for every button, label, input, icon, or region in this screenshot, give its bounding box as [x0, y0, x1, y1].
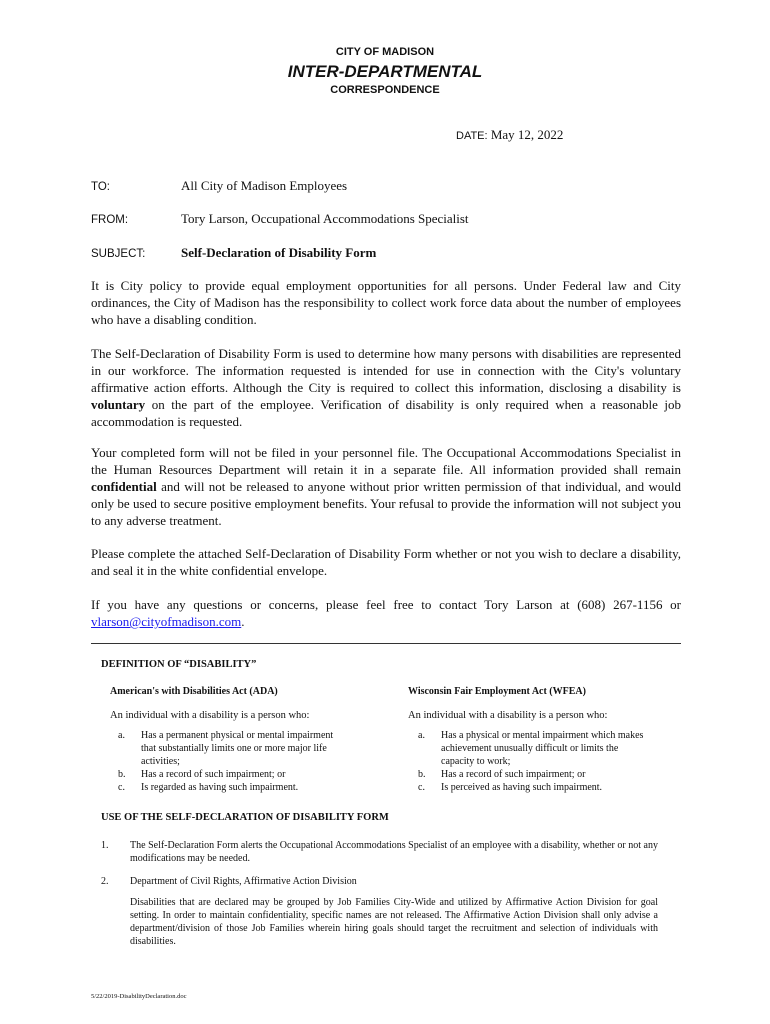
list-item-text: Is perceived as having such impairment. [441, 782, 603, 793]
list-item [118, 768, 348, 781]
date-line [456, 127, 563, 143]
paragraph-contact-text-a: If you have any questions or concerns, please feel free to contact Tory Larson at (608) 267-1156 or [91, 597, 681, 612]
paragraph-confidentiality [91, 444, 681, 529]
list-marker: a. [118, 730, 125, 741]
list-item-text: Has a physical or mental impairment which makes achievement unusually difficult or limits the capacity to work; [441, 730, 644, 767]
paragraph-confidentiality-text-a: Your completed form will not be filed in your personnel file. The Occupational Accommodations Specialist in the Human Resources Department will retain it in a separate file. All information provided shall remain [91, 445, 681, 477]
subject-row [91, 245, 376, 261]
contact-email-link[interactable]: vlarson@cityofmadison.com [91, 614, 242, 629]
subject-value: Self-Declaration of Disability Form [181, 245, 377, 260]
list-marker: a. [418, 730, 425, 741]
use-item-number: 2. [101, 876, 109, 887]
list-item [118, 781, 348, 794]
list-item [418, 781, 648, 794]
list-marker: c. [418, 782, 425, 793]
wfea-intro: An individual with a disability is a person who: [408, 710, 608, 721]
to-row [91, 178, 347, 194]
ada-criteria-list [118, 729, 348, 794]
paragraph-contact [91, 596, 681, 630]
wfea-criteria-list [418, 729, 648, 794]
use-item-text: Department of Civil Rights, Affirmative Action Division [130, 876, 357, 887]
use-item-text: The Self-Declaration Form alerts the Occupational Accommodations Specialist of an employee with a disability, whether or not any modifications may be needed. [130, 840, 658, 864]
list-marker: b. [418, 769, 426, 780]
ada-title: American's with Disabilities Act (ADA) [110, 686, 278, 697]
memo-type-title: INTER-DEPARTMENTAL [287, 62, 483, 81]
paragraph-contact-text-b: . [241, 614, 245, 629]
list-item-text: Has a record of such impairment; or [141, 769, 286, 780]
subject-label: SUBJECT: [91, 248, 146, 260]
paragraph-purpose-text-b: on the part of the employee. Verification of disability is only required when a reasonable job accommodation is requested. [91, 397, 681, 429]
paragraph-purpose [91, 345, 681, 430]
definition-heading: DEFINITION OF “DISABILITY” [101, 659, 257, 670]
paragraph-purpose-text-a: The Self-Declaration of Disability Form is used to determine how many persons with disabilities are represented in our workforce. The information requested is intended for use in connection with the City's voluntary affirmative action efforts. Although the City is required to collect this information, disclosing a disability is [91, 346, 681, 395]
footer-filename: 5/22/2019-DisabilityDeclaration.doc [91, 993, 187, 1000]
org-name: CITY OF MADISON [335, 46, 435, 58]
list-item [118, 729, 348, 768]
use-item-number: 1. [101, 840, 109, 851]
ada-intro: An individual with a disability is a person who: [110, 710, 310, 721]
wfea-title: Wisconsin Fair Employment Act (WFEA) [408, 686, 586, 697]
from-row [91, 211, 469, 227]
date-label: DATE: [456, 130, 488, 142]
confidential-emphasis: confidential [91, 479, 157, 494]
use-item-detail: Disabilities that are declared may be grouped by Job Families City-Wide and utilized by Affirmative Action Division for goal setting. In order to maintain confidentiality, specific names are not released. The Affirmative Action Division shall only advise a department/division of those Job Families wherein hiring goals should target the recruitment and selection of individuals with disabilities. [130, 897, 658, 947]
to-label: TO: [91, 181, 110, 193]
use-heading: USE OF THE SELF-DECLARATION OF DISABILITY FORM [101, 812, 389, 823]
list-item-text: Has a permanent physical or mental impairment that substantially limits one or more major life activities; [141, 730, 334, 767]
section-divider [91, 643, 681, 644]
voluntary-emphasis: voluntary [91, 397, 146, 412]
list-marker: c. [118, 782, 125, 793]
memo-type-subtitle: CORRESPONDENCE [330, 84, 440, 96]
paragraph-instructions: Please complete the attached Self-Declaration of Disability Form whether or not you wish to declare a disability, and seal it in the white confidential envelope. [91, 546, 681, 578]
list-item-text: Is regarded as having such impairment. [141, 782, 299, 793]
paragraph-confidentiality-text-b: and will not be released to anyone without prior written permission of that individual, and would only be used to secure positive employment benefits. Your refusal to provide the information will not subject you to any adverse treatment. [91, 479, 681, 528]
date-value: May 12, 2022 [490, 127, 564, 142]
from-label: FROM: [91, 214, 129, 226]
paragraph-policy: It is City policy to provide equal employment opportunities for all persons. Under Federal law and City ordinances, the City of Madison has the responsibility to collect work force data about the number of employees who have a disabling condition. [91, 278, 681, 327]
from-value: Tory Larson, Occupational Accommodations Specialist [181, 211, 469, 226]
list-marker: b. [118, 769, 126, 780]
list-item-text: Has a record of such impairment; or [441, 769, 586, 780]
list-item [418, 768, 648, 781]
list-item [418, 729, 648, 768]
to-value: All City of Madison Employees [181, 178, 348, 193]
